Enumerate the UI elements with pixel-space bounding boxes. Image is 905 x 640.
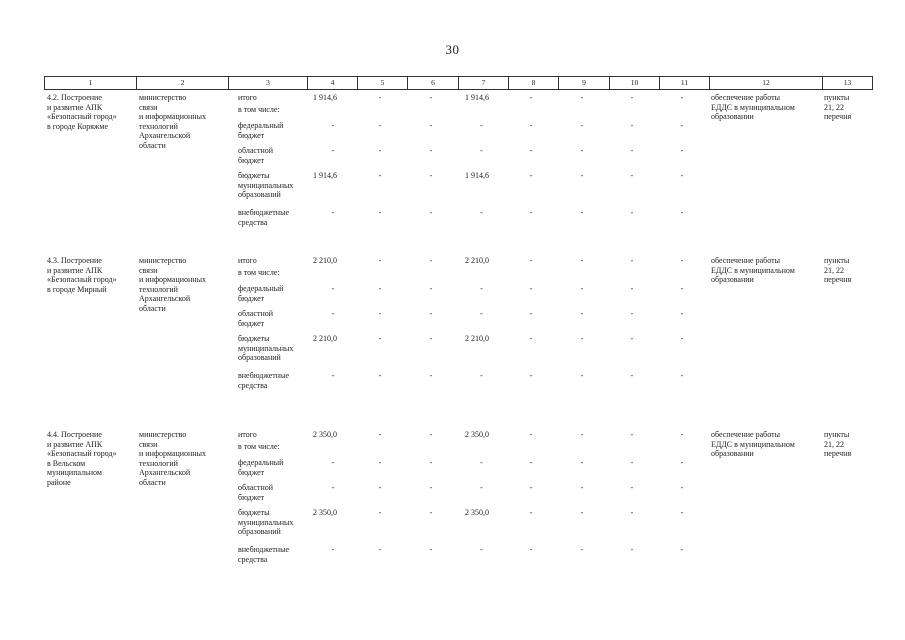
amount-cell-9: - bbox=[580, 334, 584, 343]
funding-source-label-line: муниципальных bbox=[238, 343, 294, 353]
funding-source-label bbox=[238, 284, 313, 303]
amount-cell-8: - bbox=[529, 508, 533, 517]
event-name-line: в городе Мирный bbox=[47, 284, 107, 294]
funding-source-label bbox=[238, 545, 313, 564]
amount-cell-7: - bbox=[480, 121, 483, 130]
amount-cell-10: - bbox=[630, 483, 634, 492]
funding-source-label-line: внебюджетные bbox=[238, 208, 289, 217]
event-name-line: «Безопасный город» bbox=[47, 112, 117, 122]
amount-cell-11: - bbox=[680, 545, 684, 554]
amount-cell-5: - bbox=[378, 93, 382, 102]
amount-cell-7: 1 914,6 bbox=[465, 171, 489, 180]
executor-name-line: министерство bbox=[139, 256, 187, 265]
event-name-line: 4.2. Построение bbox=[47, 93, 102, 102]
funding-source-label-line: бюджет bbox=[238, 492, 265, 502]
amount-cell-10: - bbox=[630, 171, 634, 180]
amount-cell-4: - bbox=[331, 121, 335, 130]
funding-source-label-line: областной bbox=[238, 309, 274, 318]
funding-source-label-line: бюджеты bbox=[238, 171, 270, 180]
amount-cell-11: - bbox=[680, 371, 684, 380]
amount-cell-6: - bbox=[429, 256, 433, 265]
amount-cell-8: - bbox=[529, 93, 533, 102]
reference-note-line: пункты bbox=[824, 430, 850, 439]
amount-cell-9: - bbox=[580, 171, 584, 180]
amount-cell-9: - bbox=[580, 483, 584, 492]
amount-cell-11: - bbox=[680, 508, 684, 517]
event-name-line: в Вельском bbox=[47, 458, 86, 468]
amount-cell-5: - bbox=[378, 256, 382, 265]
funding-source-label-line: средства bbox=[238, 217, 268, 227]
amount-cell-8: - bbox=[529, 430, 533, 439]
funding-source-label-line: внебюджетные bbox=[238, 545, 289, 554]
expected-result bbox=[711, 256, 821, 285]
funding-source-label-line: бюджет bbox=[238, 293, 265, 303]
amount-cell-9: - bbox=[580, 458, 584, 467]
amount-cell-7: - bbox=[480, 208, 483, 217]
amount-cell-10: - bbox=[630, 458, 634, 467]
amount-cell-5: - bbox=[378, 430, 382, 439]
amount-cell-8: - bbox=[529, 256, 533, 265]
amount-cell-7: 2 210,0 bbox=[465, 334, 489, 343]
header-cell: 6 bbox=[408, 77, 459, 90]
amount-cell-11: - bbox=[680, 121, 684, 130]
amount-cell-10: - bbox=[630, 121, 634, 130]
amount-cell-4: - bbox=[331, 483, 335, 492]
reference-note-line: перечня bbox=[824, 449, 852, 459]
amount-cell-4: 2 350,0 bbox=[313, 508, 337, 517]
funding-source-label bbox=[238, 309, 313, 328]
amount-cell-10: - bbox=[630, 334, 634, 343]
amount-cell-5: - bbox=[378, 545, 382, 554]
reference-note bbox=[824, 256, 869, 285]
amount-cell-5: - bbox=[378, 458, 382, 467]
executor-name-line: и информационных bbox=[139, 112, 206, 122]
amount-cell-11: - bbox=[680, 309, 684, 318]
funding-source-label-line: образований bbox=[238, 190, 281, 200]
amount-cell-8: - bbox=[529, 146, 533, 155]
amount-cell-11: - bbox=[680, 171, 684, 180]
amount-cell-7: - bbox=[480, 545, 483, 554]
amount-cell-10: - bbox=[630, 284, 634, 293]
amount-cell-7: - bbox=[480, 483, 483, 492]
amount-cell-5: - bbox=[378, 483, 382, 492]
funding-source-label-line: итого bbox=[238, 430, 257, 439]
expected-result bbox=[711, 93, 821, 122]
amount-cell-6: - bbox=[429, 146, 433, 155]
funding-source-label bbox=[238, 430, 313, 440]
column-number-header bbox=[44, 76, 873, 90]
amount-cell-4: - bbox=[331, 284, 335, 293]
executor-name bbox=[139, 256, 229, 314]
executor-name-line: и информационных bbox=[139, 449, 206, 459]
header-cell: 10 bbox=[610, 77, 660, 90]
event-name-line: «Безопасный город» bbox=[47, 275, 117, 285]
expected-result-line: образовании bbox=[711, 275, 754, 285]
funding-source-label-line: муниципальных bbox=[238, 517, 294, 527]
event-name-line: районе bbox=[47, 477, 71, 487]
funding-source-label-line: федеральный bbox=[238, 458, 284, 467]
amount-cell-4: 2 210,0 bbox=[313, 334, 337, 343]
funding-source-label bbox=[238, 121, 313, 140]
funding-source-label-line: областной bbox=[238, 146, 274, 155]
amount-cell-8: - bbox=[529, 483, 533, 492]
funding-source-label-line: средства bbox=[238, 554, 268, 564]
reference-note-line: 21, 22 bbox=[824, 102, 844, 112]
funding-source-label bbox=[238, 268, 313, 278]
amount-cell-6: - bbox=[429, 309, 433, 318]
funding-source-label-line: итого bbox=[238, 93, 257, 102]
funding-source-label-line: бюджет bbox=[238, 155, 265, 165]
header-cell: 12 bbox=[710, 77, 823, 90]
amount-cell-6: - bbox=[429, 508, 433, 517]
amount-cell-11: - bbox=[680, 430, 684, 439]
amount-cell-6: - bbox=[429, 284, 433, 293]
header-cell: 3 bbox=[229, 77, 308, 90]
event-name-line: и развитие АПК bbox=[47, 102, 103, 112]
event-name-line: и развитие АПК bbox=[47, 439, 103, 449]
executor-name-line: министерство bbox=[139, 430, 187, 439]
amount-cell-5: - bbox=[378, 309, 382, 318]
reference-note-line: пункты bbox=[824, 93, 850, 102]
amount-cell-6: - bbox=[429, 483, 433, 492]
funding-source-label-line: муниципальных bbox=[238, 180, 294, 190]
event-name-line: в городе Коряжме bbox=[47, 121, 109, 131]
funding-source-label-line: образований bbox=[238, 353, 281, 363]
amount-cell-11: - bbox=[680, 146, 684, 155]
funding-source-label-line: бюджет bbox=[238, 130, 265, 140]
amount-cell-4: 2 210,0 bbox=[313, 256, 337, 265]
funding-source-label-line: бюджеты bbox=[238, 508, 270, 517]
amount-cell-9: - bbox=[580, 93, 584, 102]
amount-cell-9: - bbox=[580, 371, 584, 380]
amount-cell-7: - bbox=[480, 146, 483, 155]
amount-cell-9: - bbox=[580, 508, 584, 517]
amount-cell-8: - bbox=[529, 545, 533, 554]
amount-cell-4: - bbox=[331, 309, 335, 318]
event-name bbox=[47, 256, 137, 294]
funding-source-label bbox=[238, 146, 313, 165]
executor-name bbox=[139, 430, 229, 488]
executor-name-line: министерство bbox=[139, 93, 187, 102]
amount-cell-4: 2 350,0 bbox=[313, 430, 337, 439]
amount-cell-10: - bbox=[630, 256, 634, 265]
executor-name-line: Архангельской bbox=[139, 131, 191, 141]
amount-cell-11: - bbox=[680, 208, 684, 217]
executor-name-line: области bbox=[139, 140, 166, 150]
amount-cell-4: - bbox=[331, 458, 335, 467]
amount-cell-10: - bbox=[630, 146, 634, 155]
expected-result-line: обеспечение работы bbox=[711, 256, 780, 265]
amount-cell-7: - bbox=[480, 458, 483, 467]
funding-source-label-line: областной bbox=[238, 483, 274, 492]
executor-name-line: области bbox=[139, 303, 166, 313]
amount-cell-9: - bbox=[580, 146, 584, 155]
header-cell: 9 bbox=[559, 77, 610, 90]
amount-cell-6: - bbox=[429, 121, 433, 130]
executor-name-line: технологий bbox=[139, 284, 178, 294]
header-cell: 8 bbox=[509, 77, 559, 90]
header-cell: 13 bbox=[823, 77, 873, 90]
amount-cell-8: - bbox=[529, 121, 533, 130]
expected-result-line: обеспечение работы bbox=[711, 430, 780, 439]
amount-cell-11: - bbox=[680, 284, 684, 293]
amount-cell-5: - bbox=[378, 508, 382, 517]
amount-cell-9: - bbox=[580, 284, 584, 293]
amount-cell-6: - bbox=[429, 208, 433, 217]
funding-source-label-line: федеральный bbox=[238, 284, 284, 293]
amount-cell-10: - bbox=[630, 93, 634, 102]
funding-source-label bbox=[238, 208, 313, 227]
amount-cell-8: - bbox=[529, 334, 533, 343]
amount-cell-11: - bbox=[680, 334, 684, 343]
event-name-line: 4.4. Построение bbox=[47, 430, 102, 439]
funding-source-label bbox=[238, 256, 313, 266]
amount-cell-5: - bbox=[378, 171, 382, 180]
header-row bbox=[45, 77, 873, 90]
executor-name bbox=[139, 93, 229, 151]
amount-cell-9: - bbox=[580, 309, 584, 318]
event-name bbox=[47, 430, 137, 488]
amount-cell-10: - bbox=[630, 208, 634, 217]
amount-cell-6: - bbox=[429, 545, 433, 554]
header-cell: 11 bbox=[660, 77, 710, 90]
funding-source-label-line: бюджет bbox=[238, 318, 265, 328]
funding-source-label bbox=[238, 171, 313, 200]
expected-result bbox=[711, 430, 821, 459]
amount-cell-9: - bbox=[580, 121, 584, 130]
funding-source-label-line: бюджет bbox=[238, 467, 265, 477]
amount-cell-4: 1 914,6 bbox=[313, 93, 337, 102]
amount-cell-5: - bbox=[378, 334, 382, 343]
header-cell: 2 bbox=[137, 77, 229, 90]
funding-source-label-line: средства bbox=[238, 380, 268, 390]
funding-source-label bbox=[238, 105, 313, 115]
reference-note-line: перечня bbox=[824, 275, 852, 285]
amount-cell-4: - bbox=[331, 208, 335, 217]
amount-cell-7: 1 914,6 bbox=[465, 93, 489, 102]
amount-cell-7: - bbox=[480, 309, 483, 318]
amount-cell-9: - bbox=[580, 208, 584, 217]
executor-name-line: технологий bbox=[139, 458, 178, 468]
reference-note-line: 21, 22 bbox=[824, 265, 844, 275]
expected-result-line: ЕДДС в муниципальном bbox=[711, 265, 795, 275]
amount-cell-5: - bbox=[378, 208, 382, 217]
amount-cell-11: - bbox=[680, 458, 684, 467]
executor-name-line: связи bbox=[139, 265, 158, 275]
reference-note-line: 21, 22 bbox=[824, 439, 844, 449]
amount-cell-6: - bbox=[429, 430, 433, 439]
executor-name-line: связи bbox=[139, 102, 158, 112]
amount-cell-4: - bbox=[331, 371, 335, 380]
amount-cell-8: - bbox=[529, 284, 533, 293]
amount-cell-8: - bbox=[529, 309, 533, 318]
expected-result-line: образовании bbox=[711, 112, 754, 122]
expected-result-line: ЕДДС в муниципальном bbox=[711, 102, 795, 112]
expected-result-line: образовании bbox=[711, 449, 754, 459]
reference-note bbox=[824, 430, 869, 459]
funding-source-label-line: образований bbox=[238, 527, 281, 537]
amount-cell-6: - bbox=[429, 334, 433, 343]
amount-cell-6: - bbox=[429, 458, 433, 467]
reference-note bbox=[824, 93, 869, 122]
amount-cell-8: - bbox=[529, 371, 533, 380]
header-cell: 5 bbox=[358, 77, 408, 90]
amount-cell-11: - bbox=[680, 256, 684, 265]
page-number: 30 bbox=[445, 42, 460, 57]
amount-cell-11: - bbox=[680, 93, 684, 102]
amount-cell-4: - bbox=[331, 146, 335, 155]
funding-source-label bbox=[238, 93, 313, 103]
amount-cell-7: - bbox=[480, 371, 483, 380]
expected-result-line: ЕДДС в муниципальном bbox=[711, 439, 795, 449]
amount-cell-4: - bbox=[331, 545, 335, 554]
event-name bbox=[47, 93, 137, 131]
amount-cell-9: - bbox=[580, 256, 584, 265]
amount-cell-5: - bbox=[378, 121, 382, 130]
amount-cell-10: - bbox=[630, 309, 634, 318]
amount-cell-6: - bbox=[429, 171, 433, 180]
event-name-line: «Безопасный город» bbox=[47, 449, 117, 459]
funding-source-label-line: в том числе: bbox=[238, 105, 280, 114]
amount-cell-6: - bbox=[429, 371, 433, 380]
amount-cell-10: - bbox=[630, 371, 634, 380]
amount-cell-9: - bbox=[580, 545, 584, 554]
funding-source-label bbox=[238, 334, 313, 363]
event-name-line: 4.3. Построение bbox=[47, 256, 102, 265]
amount-cell-8: - bbox=[529, 458, 533, 467]
event-name-line: муниципальном bbox=[47, 468, 102, 478]
executor-name-line: и информационных bbox=[139, 275, 206, 285]
amount-cell-10: - bbox=[630, 430, 634, 439]
funding-source-label bbox=[238, 458, 313, 477]
reference-note-line: перечня bbox=[824, 112, 852, 122]
funding-source-label bbox=[238, 483, 313, 502]
reference-note-line: пункты bbox=[824, 256, 850, 265]
amount-cell-5: - bbox=[378, 284, 382, 293]
funding-source-label-line: федеральный bbox=[238, 121, 284, 130]
amount-cell-7: 2 350,0 bbox=[465, 508, 489, 517]
amount-cell-10: - bbox=[630, 508, 634, 517]
executor-name-line: области bbox=[139, 477, 166, 487]
event-name-line: и развитие АПК bbox=[47, 265, 103, 275]
executor-name-line: технологий bbox=[139, 121, 178, 131]
funding-source-label-line: в том числе: bbox=[238, 442, 280, 451]
amount-cell-10: - bbox=[630, 545, 634, 554]
header-cell: 4 bbox=[308, 77, 358, 90]
executor-name-line: Архангельской bbox=[139, 468, 191, 478]
amount-cell-8: - bbox=[529, 208, 533, 217]
executor-name-line: связи bbox=[139, 439, 158, 449]
amount-cell-8: - bbox=[529, 171, 533, 180]
amount-cell-6: - bbox=[429, 93, 433, 102]
amount-cell-7: 2 350,0 bbox=[465, 430, 489, 439]
funding-source-label-line: в том числе: bbox=[238, 268, 280, 277]
funding-source-label bbox=[238, 508, 313, 537]
header-cell: 1 bbox=[45, 77, 137, 90]
amount-cell-7: - bbox=[480, 284, 483, 293]
amount-cell-5: - bbox=[378, 146, 382, 155]
expected-result-line: обеспечение работы bbox=[711, 93, 780, 102]
funding-source-label-line: итого bbox=[238, 256, 257, 265]
amount-cell-11: - bbox=[680, 483, 684, 492]
amount-cell-4: 1 914,6 bbox=[313, 171, 337, 180]
amount-cell-9: - bbox=[580, 430, 584, 439]
executor-name-line: Архангельской bbox=[139, 294, 191, 304]
amount-cell-7: 2 210,0 bbox=[465, 256, 489, 265]
amount-cell-5: - bbox=[378, 371, 382, 380]
funding-source-label bbox=[238, 442, 313, 452]
funding-source-label-line: бюджеты bbox=[238, 334, 270, 343]
header-cell: 7 bbox=[459, 77, 509, 90]
funding-source-label-line: внебюджетные bbox=[238, 371, 289, 380]
funding-source-label bbox=[238, 371, 313, 390]
